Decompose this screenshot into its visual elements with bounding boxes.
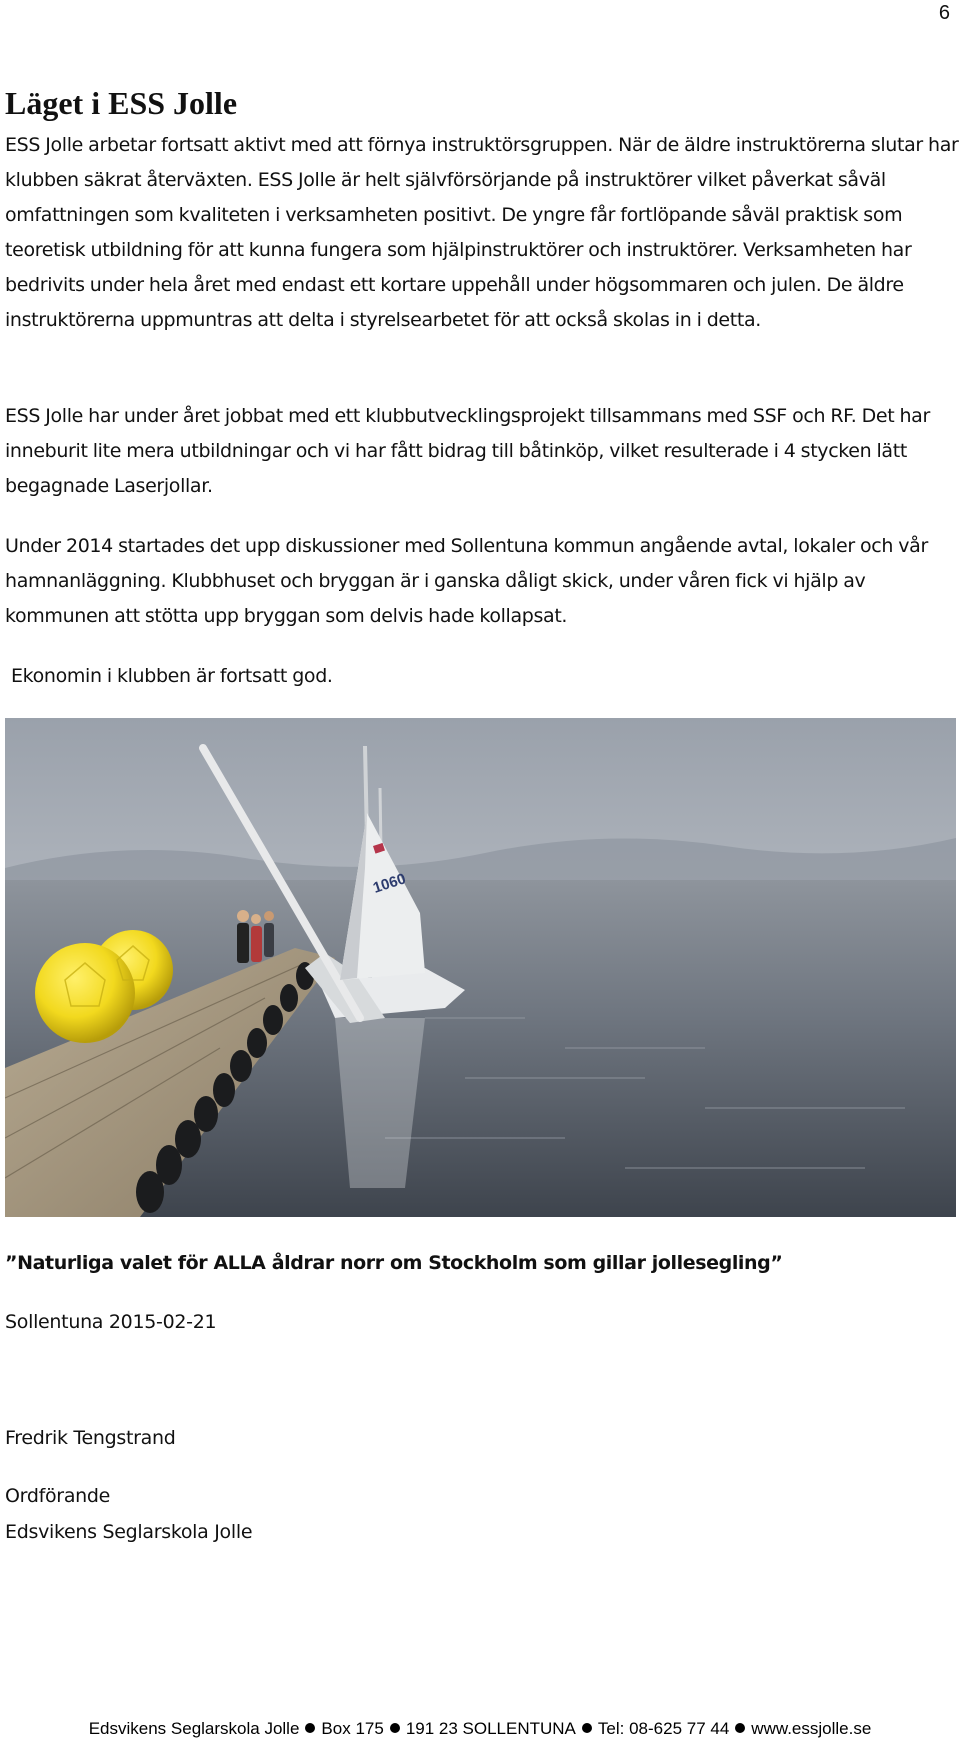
- signer-name: Fredrik Tengstrand: [5, 1427, 176, 1449]
- footer-postal: 191 23 SOLLENTUNA: [405, 1719, 576, 1738]
- paragraph-club-development: ESS Jolle har under året jobbat med ett klubbutvecklingsprojekt tillsammans med SSF och RF. Det har inneburit lite mera utbildningar och vi har fått bidrag till båtinköp, vilket resulterade i 4 stycken lätt begagnade Laserjollar.: [5, 405, 930, 497]
- signer-role: Ordförande: [5, 1485, 111, 1507]
- footer-separator: [582, 1723, 592, 1733]
- footer-org: Edsvikens Seglarskola Jolle: [88, 1719, 300, 1738]
- harbor-photo: [5, 718, 956, 1217]
- footer-phone: Tel: 08-625 77 44: [597, 1719, 730, 1738]
- paragraph-economy: Ekonomin i klubben är fortsatt god.: [11, 665, 333, 687]
- footer-website[interactable]: www.essjolle.se: [751, 1719, 872, 1738]
- people-on-dock: [237, 910, 274, 963]
- page-number: 6: [938, 2, 950, 24]
- date-line: Sollentuna 2015-02-21: [5, 1311, 217, 1333]
- signer-organization: Edsvikens Seglarskola Jolle: [5, 1521, 253, 1543]
- paragraph-municipality: Under 2014 startades det upp diskussioner med Sollentuna kommun angående avtal, lokaler och vår hamnanläggning. Klubbhuset och bryggan är i ganska dåligt skick, under våren fick vi hjälp av kommunen att stötta upp bryggan som delvis hade kollapsat.: [5, 535, 928, 627]
- club-slogan: ”Naturliga valet för ALLA åldrar norr om Stockholm som gillar jollesegling”: [5, 1252, 783, 1274]
- footer-separator: [305, 1723, 315, 1733]
- footer-box: Box 175: [321, 1719, 384, 1738]
- footer-separator: [735, 1723, 745, 1733]
- page-footer: [0, 1718, 960, 1740]
- section-heading: Läget i ESS Jolle: [5, 85, 238, 121]
- footer-separator: [390, 1723, 400, 1733]
- sail-number: 1060: [370, 870, 408, 897]
- paragraph-instructors: ESS Jolle arbetar fortsatt aktivt med att förnya instruktörsgruppen. När de äldre instruktörerna slutar har klubben säkrat återväxten. ESS Jolle är helt självförsörjande på instruktörer vilket påverkat såväl omfattningen som kvaliteten i verksamheten positivt. De yngre får fortlöpande såväl praktisk som teoretisk utbildning för att kunna fungera som hjälpinstruktörer och instruktörer. Verksamheten har bedrivits under hela året med endast ett kortare uppehåll under högsommaren och julen. De äldre instruktörerna uppmuntras att delta i styrelsearbetet för att också skolas in i detta.: [5, 134, 959, 331]
